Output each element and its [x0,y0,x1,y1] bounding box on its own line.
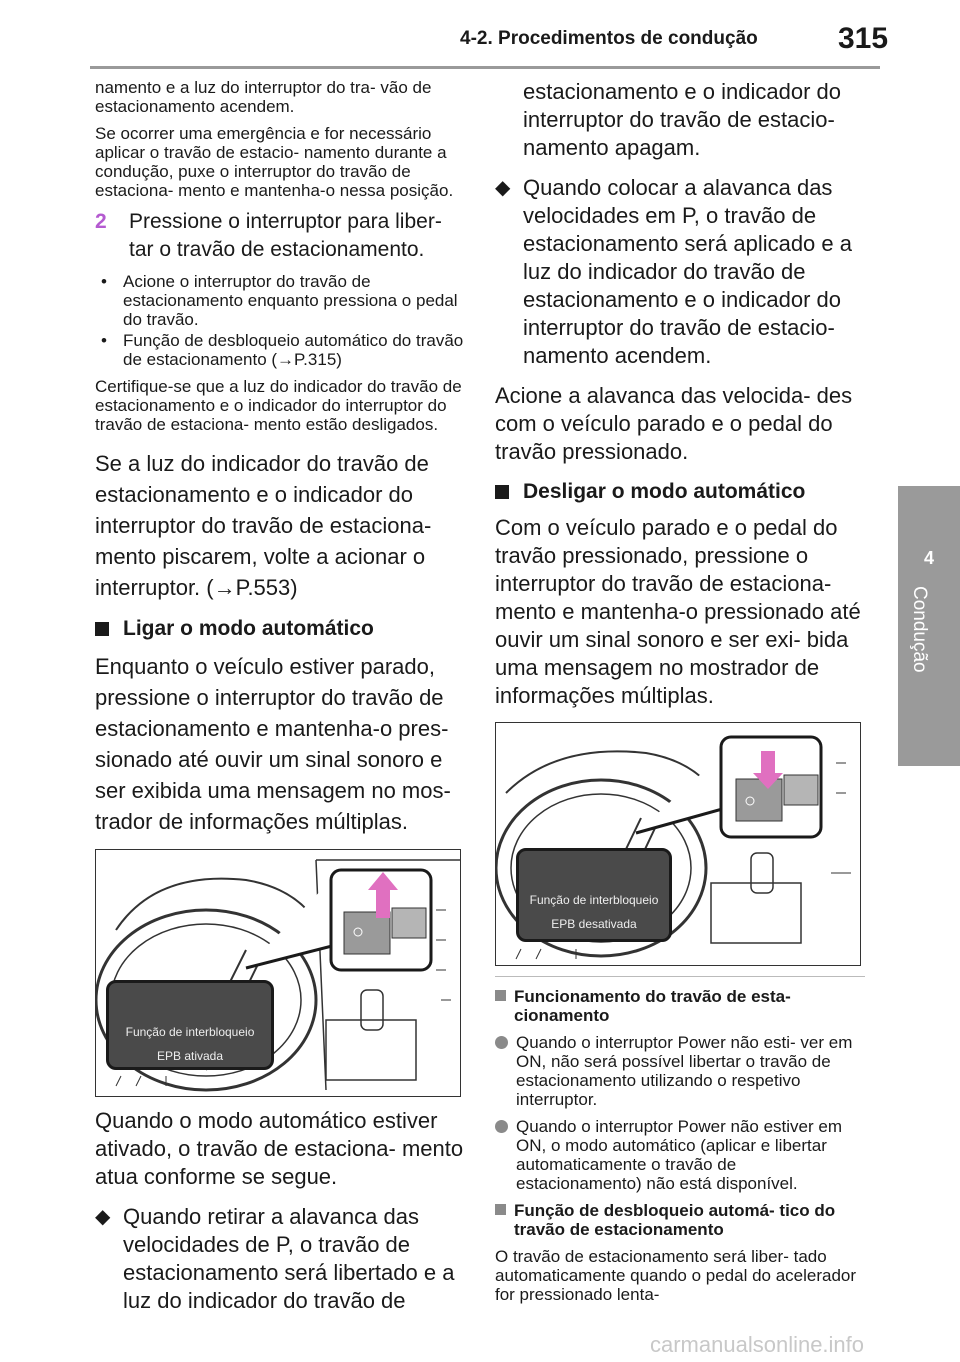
message-line-1: Função de interbloqueio [529,893,659,907]
bullet-dot-icon: • [101,331,107,350]
paragraph: Quando o modo automático estiver ativado, o travão de estaciona- mento atua conforme se segue. [95,1108,464,1189]
info-display-message [516,848,672,942]
paragraph: O travão de estacionamento será liber- tado automaticamente quando o pedal do acelerador for pressionado lenta- [495,1247,857,1304]
item-text: Quando o interruptor Power não esti- ver em ON, não será possível libertar o travão de estacionamento utilizando o respetivo interruptor. [516,1033,853,1109]
diamond-bullet-icon: ◆ [495,177,511,199]
right-column [495,78,865,1312]
bullet-text: Acione o interruptor do travão de estacionamento enquanto pressiona o pedal do travão. [123,272,458,329]
page-number: 315 [838,22,889,55]
circle-item [495,1117,865,1193]
diamond-item [95,1203,465,1315]
square-bullet-icon [495,1204,506,1215]
paragraph: Certifique-se que a luz do indicador do travão de estacionamento e o indicador do interruptor do travão de estaciona- mento estão desligados. [95,377,462,434]
chapter-number: 4 [923,548,934,568]
heading-text: Ligar o modo automático [123,617,374,640]
chapter-tab [898,486,960,766]
subheading-text: Função de desbloqueio automá- tico do travão de estacionamento [514,1201,836,1239]
illustration-epb-off [495,722,861,966]
message-line-1: Função de interbloqueio [125,1025,255,1039]
chapter-label: Condução [909,586,930,673]
item-text: Quando retirar a alavanca das velocidades de P, o travão de estacionamento será libertado e a luz do indicador do travão de [123,1204,455,1313]
square-bullet-icon [495,990,506,1001]
step-2 [95,208,465,264]
heading-text: Desligar o modo automático [523,480,806,503]
item-text: Quando colocar a alavanca das velocidades em P, o travão de estacionamento será aplicado e a luz do indicador do travão de estacionamento e o indicador do interruptor do travão de estacio- namento acendem. [523,175,852,368]
header-rule [90,66,880,69]
heading-auto-off [495,478,865,506]
step-number: 2 [95,210,107,233]
subheading [495,987,865,1025]
diamond-bullet-icon: ◆ [95,1206,111,1228]
item-text: Quando o interruptor Power não estiver em ON, o modo automático (aplicar e libertar automaticamente o travão de estacionamento) não está disponível. [516,1117,843,1193]
paragraph: Enquanto o veículo estiver parado, pressione o interruptor do travão de estacionamento e mantenha-o pres- sionado até ouvir um sinal sonoro e ser exibida uma mensagem no mos- trador de informações múltiplas. [95,654,451,834]
subheading-text: Funcionamento do travão de esta- cionamento [514,987,791,1025]
continued-text: estacionamento e o indicador do interruptor do travão de estacio- namento apagam. [523,79,841,160]
info-display-message [106,980,274,1070]
paragraph: Se ocorrer uma emergência e for necessário aplicar o travão de estacio- namento durante a condução, puxe o interruptor do travão de estaciona- mento e mantenha-o nessa posição. [95,124,454,200]
notes-section [495,976,865,1304]
bullet-dot-icon: • [101,272,107,291]
bullet-item [95,272,465,329]
illustration-epb-on [95,849,461,1097]
subheading [495,1201,865,1239]
left-column [95,78,465,1327]
diamond-item [495,174,865,370]
circle-item [495,1033,865,1109]
square-bullet-icon [495,485,509,499]
message-line-2: EPB desativada [551,917,637,931]
message-line-2: EPB ativada [156,1049,224,1063]
bullet-item [95,331,465,369]
paragraph: Se a luz do indicador do travão de estacionamento e o indicador do interruptor do travão de estaciona- mento piscarem, volte a acionar o interruptor. (→P.553) [95,451,432,600]
section-title: 4-2. Procedimentos de condução [460,28,758,49]
step-text: Pressione o interruptor para liber- tar o travão de estacionamento. [129,210,442,261]
paragraph: Com o veículo parado e o pedal do travão pressionado, pressione o interruptor do travão de estaciona- mento e mantenha-o pressionado até ouvir um sinal sonoro e ser exi- bida uma mensagem no mostrador de informações múltiplas. [495,515,861,708]
square-bullet-icon [95,622,109,636]
circle-bullet-icon [495,1036,508,1049]
watermark: carmanualsonline.info [650,1332,865,1357]
paragraph: Acione a alavanca das velocida- des com o veículo parado e o pedal do travão pressionado. [495,383,853,464]
paragraph: namento e a luz do interruptor do tra- vão de estacionamento acendem. [95,78,432,116]
circle-bullet-icon [495,1120,508,1133]
bullet-text: Função de desbloqueio automático do travão de estacionamento (→P.315) [123,331,464,369]
heading-auto-on [95,615,465,643]
